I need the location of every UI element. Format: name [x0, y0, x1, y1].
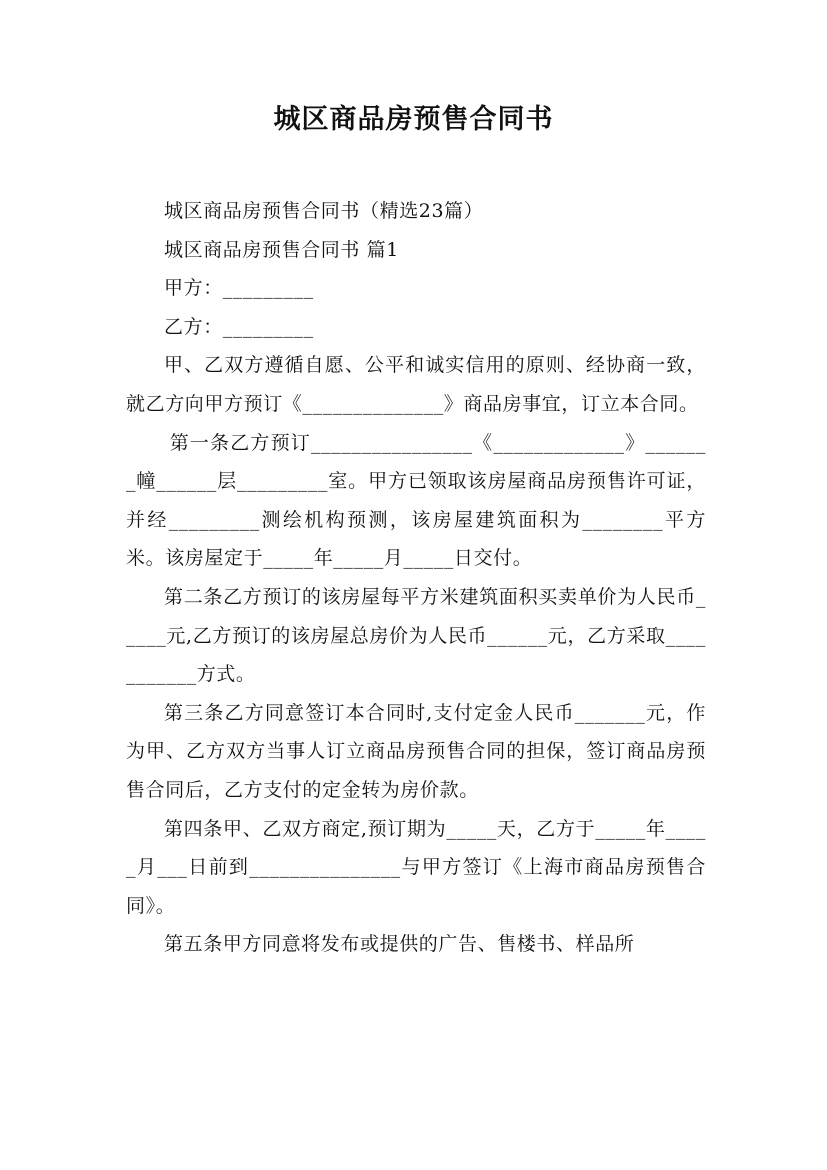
section-heading-paragraph: 城区商品房预售合同书 篇1	[164, 238, 399, 261]
party-a-line: 甲方：_________	[164, 277, 314, 300]
subtitle-paragraph: 城区商品房预售合同书（精选23篇）	[164, 200, 484, 222]
party-b-line: 乙方：_________	[164, 315, 314, 338]
article-5-paragraph: 第五条甲方同意将发布或提供的广告、售楼书、样品所	[164, 933, 635, 956]
article-4-paragraph: 第四条甲、乙双方商定,预订期为_____天，乙方于_____年_____月___日前到_______________与甲方签订《上海市商品房预售合同》。	[126, 817, 706, 917]
article-1-paragraph: 第一条乙方预订________________《_____________》_______幢______层_________室。甲方已领取该房屋商品房预售许可证，并经_________测绘机构预测，该房屋建筑面积为________平方米。该房屋定于_____年_____月_____日交付。	[126, 431, 706, 570]
article-2-paragraph: 第二条乙方预订的该房屋每平方米建筑面积买卖单价为人民币_____元,乙方预订的该房屋总房价为人民币______元，乙方采取___________方式。	[126, 585, 706, 686]
document-title: 城区商品房预售合同书	[273, 104, 554, 135]
preamble-paragraph: 甲、乙双方遵循自愿、公平和诚实信用的原则、经协商一致，就乙方向甲方预订《______________》商品房事宜，订立本合同。	[126, 354, 706, 415]
document-body	[126, 192, 706, 964]
article-3-paragraph: 第三条乙方同意签订本合同时,支付定金人民币_______元，作为甲、乙方双方当事人订立商品房预售合同的担保，签订商品房预售合同后，乙方支付的定金转为房价款。	[126, 701, 706, 801]
